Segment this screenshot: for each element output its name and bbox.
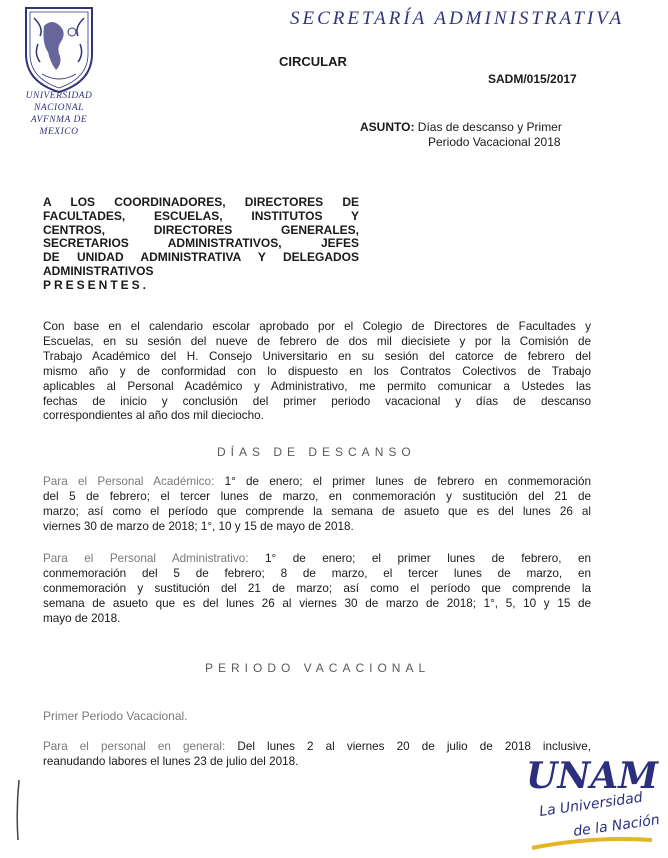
unam-wordmark-icon xyxy=(512,748,662,853)
academico-line: viernes 30 de marzo de 2018; 1°, 10 y 15 de mayo de 2018. xyxy=(43,519,354,533)
margin-mark xyxy=(14,780,22,840)
intro-line: Con base en el calendario escolar aprobado por el Colegio de Directores de Facultades y xyxy=(43,320,591,333)
administrativo-line: conmemoración y sustitución del 21 de marzo; así como el período que comprende la xyxy=(43,581,591,595)
administrativo-line: mayo de 2018. xyxy=(43,611,121,625)
intro-paragraph xyxy=(43,320,591,424)
slogan-underline xyxy=(532,839,652,848)
recipients-line: CENTROS, DIRECTORES GENERALES, xyxy=(43,222,359,237)
dias-descanso-heading: DÍAS DE DESCANSO xyxy=(217,445,416,459)
periodo-vacacional-heading: PERIODO VACACIONAL xyxy=(205,661,431,675)
administrativo-line: semana de asueto que es del lunes 26 al viernes 30 de marzo de 2018; 1°, 5, 10 y 15 de xyxy=(43,596,591,610)
recipients-block xyxy=(43,196,359,293)
general-line: reanudando labores el lunes 23 de julio del 2018. xyxy=(43,754,299,768)
intro-line: mismo año y de conformidad con lo dispuesto en los Contratos Colectivos de Trabajo xyxy=(43,364,591,378)
general-paragraph xyxy=(43,740,591,770)
administrativo-line: 1° de enero; el primer lunes de febrero, en xyxy=(265,552,591,565)
presentes: PRESENTES. xyxy=(43,277,150,292)
intro-line: aplicables al Personal Académico y Administrativo, me permito comunicar a Ustedes las xyxy=(43,379,591,393)
intro-line: correspondientes al año dos mil dieciocho. xyxy=(43,409,264,423)
administrativo-label: Para el Personal Administrativo: xyxy=(43,552,249,565)
circular-number: SADM/015/2017 xyxy=(488,72,577,86)
general-line: Del lunes 2 al viernes 20 de julio de 2018 inclusive, xyxy=(237,740,591,753)
administrativo-line: conmemoración del 5 de febrero; 8 de marzo, el tercer lunes de marzo, en xyxy=(43,566,591,580)
recipients-line: A LOS COORDINADORES, DIRECTORES DE xyxy=(43,195,359,209)
intro-line: fechas de inicio y conclusión del primer periodo vacacional y días de descanso xyxy=(43,394,591,408)
subject-block xyxy=(360,120,630,150)
secretaria-title: SECRETARÍA ADMINISTRATIVA xyxy=(290,8,625,29)
primer-periodo-subheading: Primer Periodo Vacacional. xyxy=(43,709,188,723)
subject-line-2: Periodo Vacacional 2018 xyxy=(428,135,561,149)
general-label: Para el personal en general: xyxy=(43,740,226,753)
administrativo-paragraph xyxy=(43,552,591,627)
academico-line: 1° de enero; el primer lunes de febrero en conmemoración xyxy=(224,475,592,488)
recipients-line: ADMINISTRATIVOS xyxy=(43,263,154,278)
intro-line: Escuelas, en su sesión del nueve de febrero de dos mil diecisiete y por la Comisión de xyxy=(43,334,591,348)
academico-line: marzo; así como el período que comprende la semana de asueto que es del lunes 26 al xyxy=(43,504,591,518)
intro-line: Trabajo Académico del H. Consejo Universitario en su sesión del catorce de febrero del xyxy=(43,349,591,363)
recipients-line: DE UNIDAD ADMINISTRATIVA Y DELEGADOS xyxy=(43,250,359,265)
unam-slogan-logo xyxy=(512,748,662,853)
slogan-line: La Universidad xyxy=(538,789,644,820)
recipients-line: FACULTADES, ESCUELAS, INSTITUTOS Y xyxy=(43,208,359,223)
subject-line-1: Días de descanso y Primer xyxy=(417,120,562,134)
subject-label: ASUNTO: xyxy=(360,120,415,134)
academico-label: Para el Personal Académico: xyxy=(43,475,215,488)
academico-line: del 5 de febrero; el tercer lunes de marzo, en conmemoración y sustitución del 21 de xyxy=(43,489,591,503)
recipients-line: SECRETARIOS ADMINISTRATIVOS, JEFES xyxy=(43,236,359,251)
unam-seal-logo xyxy=(14,4,104,94)
unam-seal-icon xyxy=(14,4,104,94)
circular-title: CIRCULAR xyxy=(279,54,347,69)
academico-paragraph xyxy=(43,475,591,535)
slogan-line: de la Nación xyxy=(572,812,661,840)
university-name: UNIVERSIDAD NACIONAL AVFNMA DE MEXICO xyxy=(25,91,93,137)
unam-mark: UNAM xyxy=(526,755,659,797)
